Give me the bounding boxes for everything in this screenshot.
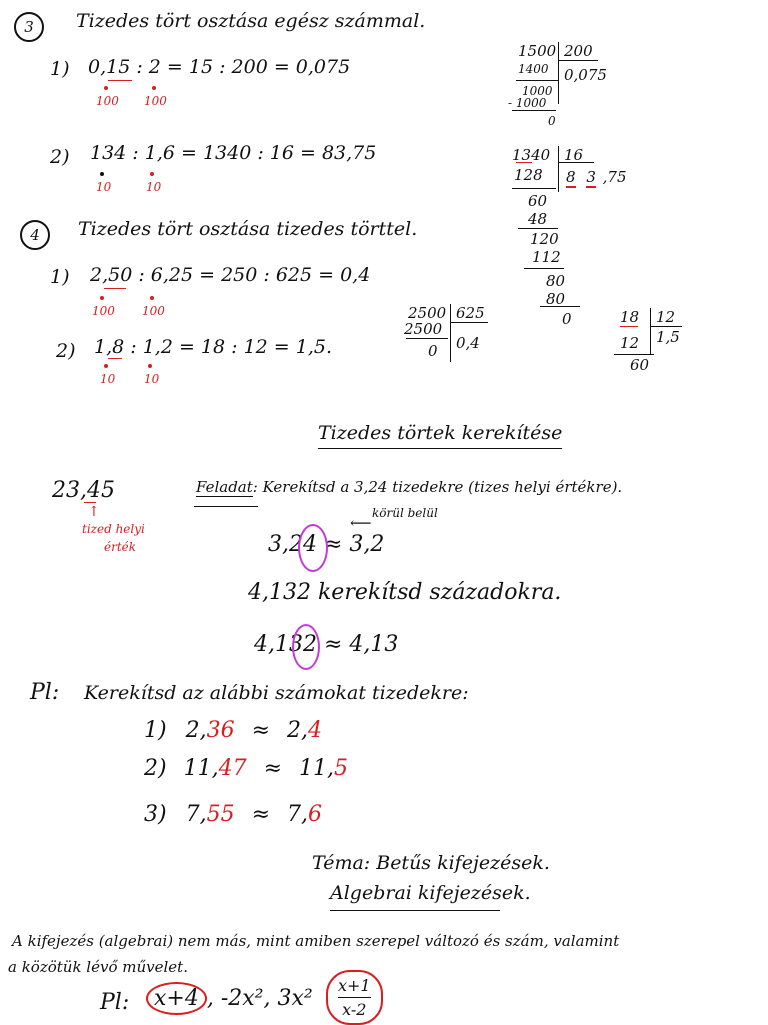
div3-divisor: 625 xyxy=(456,304,485,322)
rounding-line2: 4,132 kerekítsd századokra. xyxy=(248,580,562,605)
sec3-ex1-dot2 xyxy=(152,86,156,90)
div2-hline-2 xyxy=(518,228,558,229)
def-line1: A kifejezés (algebrai) nem más, mint amiben szerepel változó és szám, valamint xyxy=(12,932,620,950)
pl-item-3-a: 7, xyxy=(185,802,207,827)
def-fraction-den: x-2 xyxy=(342,1000,367,1019)
up-arrow-icon: ↑ xyxy=(88,504,100,520)
pl-item-1-sym: ≈ xyxy=(251,718,271,743)
pl-text: Kerekítsd az alábbi számokat tizedekre: xyxy=(84,682,469,704)
sec3-ex2-dot2 xyxy=(150,172,154,176)
pl-item-3-c: 7, xyxy=(287,802,309,827)
def-expressions xyxy=(146,986,313,1011)
sec4-ex2-mult1: 10 xyxy=(100,372,116,386)
div2-row6: 112 xyxy=(532,248,561,266)
pl-item-1-b: 36 xyxy=(206,718,235,743)
div2-row1: 1340 xyxy=(512,146,551,164)
def-expr-2: , -2x² xyxy=(206,986,264,1011)
pl-item-1-a: 2, xyxy=(185,718,207,743)
div2-row3: 60 xyxy=(528,192,548,210)
def-expr-3: , 3x² xyxy=(263,986,313,1011)
section-3-number xyxy=(14,12,44,42)
sec4-ex1-mult2: 100 xyxy=(142,304,165,318)
pl-item-3-index: 3) xyxy=(144,802,167,827)
div4-quotient: 1,5 xyxy=(656,328,680,346)
div4-row2: 12 xyxy=(620,334,640,352)
task-line xyxy=(196,478,622,496)
div2-divisor: 16 xyxy=(564,146,584,164)
div2-hline-4 xyxy=(540,306,580,307)
def-expr-1: x+4 xyxy=(146,982,207,1015)
div3-quotient: 0,4 xyxy=(456,334,480,352)
tema-line1: Téma: Betűs kifejezések. xyxy=(312,852,550,874)
section-3-title: Tizedes tört osztása egész számmal. xyxy=(76,10,426,32)
task-label-underline xyxy=(194,506,258,507)
pl-item-2-index: 2) xyxy=(144,756,167,781)
pl-item-3-sym: ≈ xyxy=(251,802,271,827)
div4-underline xyxy=(620,326,638,327)
div1-divisor: 200 xyxy=(564,42,593,60)
def-fraction-frame xyxy=(326,970,383,1025)
rounding-example-underline xyxy=(84,502,96,503)
pl-item-3-d: 6 xyxy=(308,802,323,827)
div1-quotient: 0,075 xyxy=(564,66,607,84)
rounding-note-1: tized helyi xyxy=(82,522,145,536)
sec3-ex1-mult2: 100 xyxy=(144,94,167,108)
sec3-ex2-mult1: 10 xyxy=(96,180,112,194)
sec4-ex1-dot1 xyxy=(100,296,104,300)
div3-row2: 2500 xyxy=(404,320,443,338)
div4-row3: 60 xyxy=(630,356,650,374)
div1-row1: 1500 xyxy=(518,42,557,60)
task-label: Feladat xyxy=(196,478,253,496)
sec4-ex2-index: 2) xyxy=(56,340,76,362)
section-4-title: Tizedes tört osztása tizedes törttel. xyxy=(78,218,418,240)
div3-hline-left xyxy=(406,338,448,339)
div1-hline-2 xyxy=(512,110,556,111)
div2-quotient-wrap xyxy=(566,168,627,186)
div1-row3: 1000 xyxy=(522,84,553,98)
sec4-ex1-expression: 2,50 : 6,25 = 250 : 625 = 0,4 xyxy=(90,264,371,286)
pl-item-2-a: 11, xyxy=(183,756,219,781)
pl-item-3 xyxy=(144,802,322,827)
div1-row5: 0 xyxy=(548,114,556,128)
sec3-ex1-underline xyxy=(108,80,132,81)
div4-row1: 18 xyxy=(620,308,640,326)
task-text: : Kerekítsd a 3,24 tizedekre (tizes helyi értékre). xyxy=(252,478,623,496)
div2-row8: 80 xyxy=(546,290,566,308)
sec4-ex1-dot2 xyxy=(150,296,154,300)
div2-hline-3 xyxy=(524,268,564,269)
div1-vline xyxy=(558,42,559,104)
div2-row7: 80 xyxy=(546,272,566,290)
def-fraction-num: x+1 xyxy=(338,976,371,995)
div2-row4: 48 xyxy=(528,210,548,228)
sec3-ex1-index: 1) xyxy=(50,58,70,80)
div3-row3: 0 xyxy=(428,342,438,360)
pl-item-2-c: 11, xyxy=(299,756,335,781)
div3-hline-right xyxy=(450,322,488,323)
pl-item-1-index: 1) xyxy=(144,718,167,743)
pl-item-1 xyxy=(144,718,322,743)
sec3-ex2-dot1 xyxy=(100,172,104,176)
sec4-ex2-underline xyxy=(108,358,122,359)
section-3-number-text: 3 xyxy=(24,18,34,36)
pink-circle-b xyxy=(292,624,320,670)
sec4-ex2-mult2: 10 xyxy=(144,372,160,386)
div4-divisor: 12 xyxy=(656,308,676,326)
sec4-ex1-index: 1) xyxy=(50,266,70,288)
left-arrow-icon: ⟵ xyxy=(350,514,372,532)
div4-hline-left xyxy=(614,354,654,355)
def-line2: a közötük lévő művelet. xyxy=(8,958,188,976)
def-fraction-line xyxy=(338,997,371,998)
sec3-ex1-expression: 0,15 : 2 = 15 : 200 = 0,075 xyxy=(88,56,351,78)
rounding-example-b: 4,132 ≈ 4,13 xyxy=(254,632,399,657)
pl-label: Pl: xyxy=(30,680,60,705)
pl-item-2-b: 47 xyxy=(218,756,247,781)
pink-circle-a xyxy=(298,524,328,572)
pl-item-1-d: 4 xyxy=(308,718,323,743)
div2-row9: 0 xyxy=(562,310,572,328)
div2-quotient-2: 3 xyxy=(586,168,596,186)
sec3-ex1-dot1 xyxy=(104,86,108,90)
def-fraction xyxy=(326,970,383,1025)
div1-hline-right xyxy=(558,60,598,61)
tema-underline xyxy=(330,910,500,911)
sec4-ex2-dot2 xyxy=(148,364,152,368)
def-pl: Pl: xyxy=(100,990,130,1015)
sec4-ex1-mult1: 100 xyxy=(92,304,115,318)
rounding-example: 23,45 xyxy=(52,478,115,503)
pl-item-3-b: 55 xyxy=(206,802,235,827)
rounding-approx-note: körül belül xyxy=(372,506,438,520)
rounding-example-a: 3,24 ≈ 3,2 xyxy=(268,532,385,557)
div4-vline xyxy=(650,308,651,354)
tema-line2: Algebrai kifejezések. xyxy=(330,882,531,904)
pl-item-1-c: 2, xyxy=(287,718,309,743)
div2-vline xyxy=(558,146,559,192)
div2-row5: 120 xyxy=(530,230,559,248)
sec3-ex1-mult1: 100 xyxy=(96,94,119,108)
div2-underline xyxy=(516,162,532,163)
div3-vline xyxy=(450,304,451,362)
div2-row2: 128 xyxy=(514,166,543,184)
div4-hline-right xyxy=(650,326,682,327)
section-4-number-text: 4 xyxy=(30,226,40,244)
div2-quotient-3: ,75 xyxy=(602,168,627,186)
div2-hline-1 xyxy=(512,188,556,189)
sec4-ex1-underline xyxy=(104,288,126,289)
pl-item-2 xyxy=(144,756,348,781)
div1-row4: - 1000 xyxy=(508,96,547,110)
div1-row2: 1400 xyxy=(518,62,549,76)
pl-item-2-sym: ≈ xyxy=(263,756,283,781)
div2-quotient-1: 8 xyxy=(566,168,576,186)
sec3-ex2-mult2: 10 xyxy=(146,180,162,194)
sec4-ex2-dot1 xyxy=(104,364,108,368)
sec3-ex2-index: 2) xyxy=(50,146,70,168)
sec3-ex2-expression: 134 : 1,6 = 1340 : 16 = 83,75 xyxy=(90,142,377,164)
pl-item-2-d: 5 xyxy=(334,756,349,781)
section-4-number xyxy=(20,220,50,250)
div3-row1: 2500 xyxy=(408,304,447,322)
sec4-ex2-expression: 1,8 : 1,2 = 18 : 12 = 1,5. xyxy=(94,336,333,358)
div1-hline-1 xyxy=(516,80,558,81)
rounding-note-2: érték xyxy=(104,540,137,554)
rounding-title: Tizedes törtek kerekítése xyxy=(318,422,562,449)
